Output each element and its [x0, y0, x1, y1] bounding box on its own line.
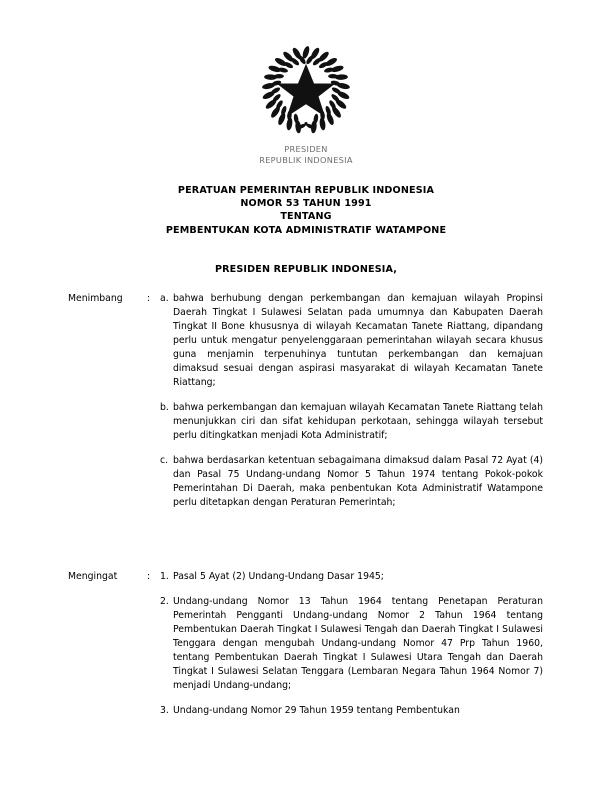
- list-item-text: bahwa berdasarkan ketentuan sebagaimana dimaksud dalam Pasal 72 Ayat (4) dan Pasal 75 Undang-undang Nomor 5 Tahun 1974 tentang Pokok-pokok Pemerintahan Di Daerah, maka penbentukan Kota Administratif Watampone perlu ditetapkan dengan Peraturan Pemerintah;: [173, 455, 543, 508]
- emblem-caption: [0, 144, 612, 166]
- list-item: [160, 704, 543, 718]
- emblem-caption-line-1: PRESIDEN: [284, 144, 328, 154]
- section-items: [160, 570, 543, 718]
- list-item-marker: 2.: [160, 596, 169, 607]
- list-item-text: bahwa perkembangan dan kemajuan wilayah Kecamatan Tanete Riattang telah menunjukkan ciri dan sifat kehidupan perkotaan, sehingga wilayah tersebut perlu ditingkatkan menjadi Kota Administratif;: [173, 402, 543, 441]
- section-items: [160, 292, 543, 510]
- indonesian-presidential-star-wreath-emblem: [260, 44, 352, 136]
- list-item-marker: 3.: [160, 705, 169, 716]
- section-label: Menimbang: [68, 293, 123, 304]
- list-item: [160, 595, 543, 693]
- section-label: Mengingat: [68, 571, 118, 582]
- list-item-text: Undang-undang Nomor 13 Tahun 1964 tentang Penetapan Peraturan Pemerintah Pengganti Undang-undang Nomor 2 Tahun 1964 tentang Pembentukan Daerah Tingkat I Sulawesi Tengah dan Daerah Tingkat I Sulawesi Tenggara dengan mengubah Undang-undang Nomor 47 Prp Tahun 1960, tentang Pembentukan Daerah Tingkat I Sulawesi Utara Tengah dan Daerah Tingkat I Sulawesi Selatan Tenggara (Lembaran Negara Tahun 1964 Nomor 7) menjadi Undang-undang;: [173, 596, 543, 691]
- emblem-block: [0, 44, 612, 166]
- list-item-marker: c.: [160, 455, 169, 466]
- list-item: [160, 454, 543, 510]
- list-item-text: bahwa berhubung dengan perkembangan dan kemajuan wilayah Propinsi Daerah Tingkat I Sulawesi Selatan pada umumnya dan Kabupaten Daerah Tingkat II Bone khususnya di wilayah Kecamatan Tanete Riattang, dipandang perlu untuk mengatur penyelenggaraan pemerintahan wilayah secara khusus guna menjamin terpenuhinya tuntutan perkembangan dan kemajuan dimaksud sesuai dengan aspirasi masyarakat di wilayah Kecamatan Tanete Riattang;: [173, 293, 543, 388]
- section-mengingat: [68, 570, 543, 718]
- title-line-3: TENTANG: [280, 211, 332, 223]
- list-item-marker: a.: [160, 293, 169, 304]
- subject-heading: PRESIDEN REPUBLIK INDONESIA,: [214, 264, 398, 275]
- section-colon: :: [147, 571, 151, 582]
- list-item: [160, 292, 543, 390]
- list-item-text: Undang-undang Nomor 29 Tahun 1959 tentang Pembentukan: [173, 705, 460, 716]
- clause-row: [68, 570, 543, 718]
- title-line-4: PEMBENTUKAN KOTA ADMINISTRATIF WATAMPONE: [165, 224, 447, 236]
- list-item-text: Pasal 5 Ayat (2) Undang-Undang Dasar 1945;: [173, 571, 384, 582]
- list-item: [160, 570, 543, 584]
- section-menimbang: [68, 292, 543, 510]
- emblem-caption-line-2: REPUBLIK INDONESIA: [259, 155, 353, 165]
- list-item: [160, 401, 543, 443]
- list-item-marker: 1.: [160, 571, 169, 582]
- title-line-2: NOMOR 53 TAHUN 1991: [240, 198, 372, 210]
- page-title: [0, 184, 612, 237]
- clause-row: [68, 292, 543, 510]
- title-line-1: PERATUAN PEMERINTAH REPUBLIK INDONESIA: [177, 185, 435, 196]
- section-colon: :: [147, 293, 151, 304]
- list-item-marker: b.: [160, 402, 169, 413]
